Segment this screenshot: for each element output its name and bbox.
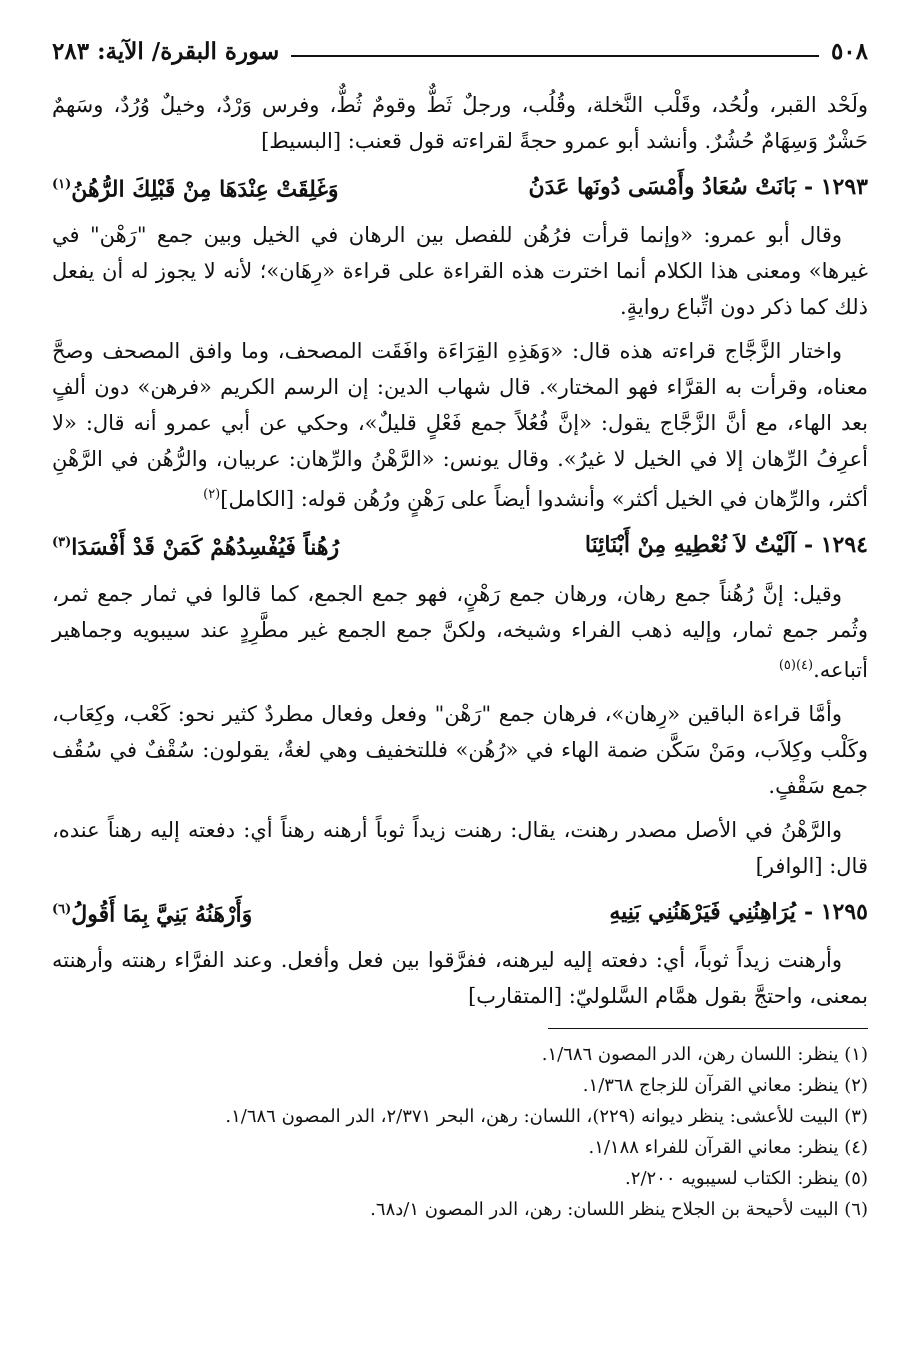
verse-first-hemistich: آلَيْتُ لاَ نُعْطِيهِ مِنْ أَبْنَائِنَا xyxy=(584,532,796,559)
footnote-ref[interactable]: (٤) xyxy=(795,657,814,673)
footnote-3: (٣) البيت للأعشى: ينظر ديوانه (٢٢٩)، اللسان: رهن، البحر ٢/٣٧١، الدر المصون ١/٦٨٦. xyxy=(225,1105,868,1127)
verse-first-hemistich: بَانَتْ سُعَادُ وأَمْسَى دُونَها عَدَنُ xyxy=(528,174,796,201)
verse-number: ١٢٩٤ - xyxy=(803,532,868,559)
verse-1295 xyxy=(52,892,868,932)
footnote-4: (٤) ينظر: معاني القرآن للفراء ١/١٨٨. xyxy=(588,1136,868,1158)
footnote-6: (٦) البيت لأحيحة بن الجلاح ينظر اللسان: رهن، الدر المصون ١/د٦٨. xyxy=(370,1198,868,1220)
paragraph-4: وقيل: إنَّ رُهُناً جمع رهان، ورهان جمع رَهْنٍ، فهو جمع الجمع، كما قالوا في ثمار جمع ثمر، وثُمر جمع ثمار، وإليه ذهب الفراء وشيخه، ولكنَّ جمع الجمع غير مطَّرِدٍ عند سيبويه وجماهير أتباعه.$^{(٤)(٥)}$ xyxy=(52,581,868,682)
paragraph-5: وأمَّا قراءة الباقين «رِهان»، فرهان جمع "رَهْن" وفعل وفعال مطردٌ كثير نحو: كَعْب، وكِعَاب، وكَلْب وكِلاَب، ومَنْ سَكَّن ضمة الهاء في «رُهُن» فللتخفيف وهي لغةٌ، يقولون: سُقْفٌ في سُقُف جمع سَقْفٍ. xyxy=(52,701,868,798)
paragraph-2: وقال أبو عمرو: «وإنما قرأت فرُهُن للفصل بين الرهان في الخيل وبين جمع "رَهْن" في غيرها» ومعنى هذا الكلام أنما اخترت هذه القراءة على قراءة «رِهَان»؛ لأنه لا يجوز له أن يفعل ذلك كما ذكر دون اتِّباع روايةٍ. xyxy=(52,223,868,320)
paragraph-3: واختار الزَّجَّاج قراءته هذه قال: «وَهَذِهِ القِرَاءَة وافَقَت المصحف، وما وافق المصحف وصحَّ معناه، وقرأت به القرَّاء فهو المختار». قال شهاب الدين: إن الرسم الكريم «فرهن» دون ألفٍ بعد الهاء، مع أنَّ الزَّجَّاج يقول: «إنَّ فُعُلاً جمع فَعْلٍ قليلٌ»، وحكي عن أبي عمرو أنه قال: «لا أعرِفُ الرِّهان إلا في الخيل لا غيرُ». وقال يونس: «الرَّهْنُ والرِّهان: عربيان، والرُّهُن في الرَّهْنِ أكثر، والرِّهان في الخيل أكثر» وأنشدوا أيضاً على رَهْنٍ ورُهُن قوله: [الكامل]$^{(٢)}$ xyxy=(52,339,868,512)
paragraph-6: والرَّهْنُ في الأصل مصدر رهنت، يقال: رهنت زيداً ثوباً أرهنه رهناً أي: دفعته إليه رهناً عنده، قال: [الوافر] xyxy=(52,817,868,878)
verse-second-hemistich: وَأَرْهَنُهُ بَنِيَّ بِمَا أَقُولُ$^{(٦)}$ xyxy=(52,900,253,927)
footnote-ref[interactable]: (٣) xyxy=(52,535,72,551)
verse-1293 xyxy=(52,167,868,207)
verse-first-hemistich: يُرَاهِنُنِي فَيَرْهَنُنِي بَنِيهِ xyxy=(609,898,796,925)
verse-second-hemistich: رُهُناً فَيُفْسِدُهُمْ كَمَنْ قَدْ أَفْسَدَا$^{(٣)}$ xyxy=(52,534,340,561)
verse-second-hemistich: وَغَلِقَتْ عِنْدَهَا مِنْ قَبْلِكَ الرُّهُنُ$^{(١)}$ xyxy=(52,176,339,203)
page-header xyxy=(52,38,868,65)
footnote-5: (٥) ينظر: الكتاب لسيبويه ٢/٢٠٠. xyxy=(625,1167,868,1189)
footnote-2: (٢) ينظر: معاني القرآن للزجاج ١/٣٦٨. xyxy=(582,1074,868,1096)
verse-1294 xyxy=(52,525,868,565)
footnote-ref[interactable]: (٦) xyxy=(52,901,72,917)
footnote-ref[interactable]: (١) xyxy=(52,177,72,192)
paragraph-7: وأرهنت زيداً ثوباً، أي: دفعته إليه ليرهنه، ففرَّقوا بين فعل وأفعل. وعند الفرَّاء رهنته وأرهنته بمعنى، واحتجَّ بقول همَّام السَّلوليّ: [المتقارب] xyxy=(52,947,868,1008)
section-title: سورة البقرة/ الآية: ٢٨٣ xyxy=(52,38,280,65)
footnotes xyxy=(52,1039,868,1225)
verse-number: ١٢٩٣ - xyxy=(803,174,868,201)
footnote-ref[interactable]: (٢) xyxy=(203,487,221,503)
verse-number: ١٢٩٥ - xyxy=(803,898,868,925)
footnote-ref[interactable]: (٥) xyxy=(778,657,796,673)
page-number: ٥٠٨ xyxy=(830,38,868,65)
paragraph-1: ولَحْد القبر، ولُحُد، وقَلْب النَّخلة، وقُلُب، ورجلٌ ثَطٌّ وقومٌ ثُطٌّ، وفرس وَرْدٌ، وخيلٌ وُرُدٌ، وسَهمٌ حَشْرٌ وَسِهَامٌ حُشُرٌ. وأنشد أبو عمرو حجةً لقراءته قول قعنب: [البسيط] xyxy=(52,93,868,153)
footnote-divider xyxy=(548,1028,868,1029)
footnote-1: (١) ينظر: اللسان رهن، الدر المصون ١/٦٨٦. xyxy=(541,1043,868,1065)
header-rule xyxy=(291,55,819,57)
